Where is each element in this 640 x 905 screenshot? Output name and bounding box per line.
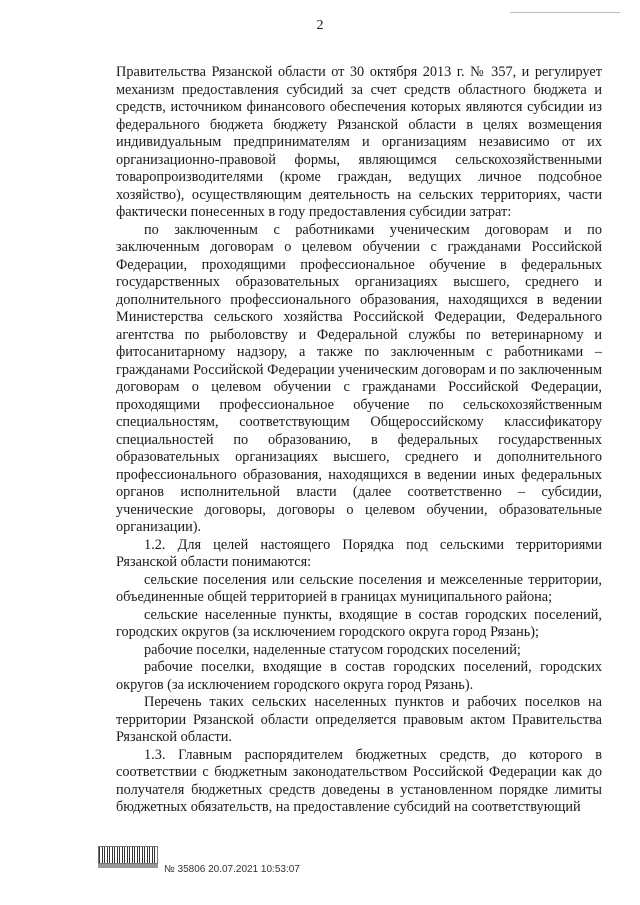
paragraph-1-2: 1.2. Для целей настоящего Порядка под сельскими территориями Рязанской области понимаются: (116, 536, 602, 570)
list-item-workers-settlements-status: рабочие поселки, наделенные статусом городских поселений; (144, 641, 521, 658)
list-item-rural-localities: сельские населенные пункты, входящие в состав городских поселений, городских округов (за исключением городского округа город Рязань); (116, 606, 602, 640)
list-item-rural-settlements: сельские поселения или сельские поселения и межселенные территории, объединенные общей территорией в границах муниципального района; (116, 571, 602, 605)
page-number: 2 (316, 18, 324, 33)
paragraph-1-3: 1.3. Главным распорядителем бюджетных средств, до которого в соответствии с бюджетным законодательством Российской Федерации как до получателя бюджетных средств доведены в установленном порядке лимиты бюджетных обязательств, на предоставление субсидий на соответствующий (116, 746, 602, 815)
scan-artifact-line (510, 12, 620, 13)
document-body (116, 64, 602, 817)
list-item-workers-settlements-composition: рабочие поселки, входящие в состав городских поселений, городских округов (за исключением городского округа город Рязань). (116, 659, 602, 693)
barcode-caption (98, 864, 158, 868)
paragraph-contracts: по заключенным с работниками ученическим договорам и по заключенным договорам о целевом обучении с гражданами Российской Федерации, проходящими профессиональное обучение в федеральных государственных образовательных организациях высшего, среднего и дополнительного профессионального образования, находящихся в ведении Министерства сельского хозяйства Российской Федерации, Федерального агентства по рыболовству и Федеральной службы по ветеринарному и фитосанитарному надзору, а также по заключенным с работниками – гражданами Российской Федерации ученическим договорам и по заключенным договорам о целевом обучении с гражданами Российской Федерации, проходящими профессиональное обучение по сельскохозяйственным специальностям, соответствующим Общероссийскому классификатору специальностей по образованию, в федеральных государственных образовательных организациях высшего, среднего и дополнительного профессионального образования, находящихся в ведении иных федеральных органов исполнительной власти (далее соответственно – субсидии, ученические договоры, договоры о целевом обучении, образовательные организации). (116, 221, 602, 535)
paragraph-list-definition: Перечень таких сельских населенных пунктов и рабочих поселков на территории Рязанской области определяется правовым актом Правительства Рязанской области. (116, 694, 602, 745)
paragraph-intro: Правительства Рязанской области от 30 октября 2013 г. № 357, и регулирует механизм предоставления субсидий за счет средств областного бюджета и средств, источником финансового обеспечения которых являются субсидии из федерального бюджета бюджету Рязанской области в целях возмещения индивидуальным предпринимателям и организациям независимо от их организационно-правовой формы, являющимся сельскохозяйственными товаропроизводителями (кроме граждан, ведущих личное подсобное хозяйство), осуществляющим деятельность на сельских территориях, части фактически понесенных в году предоставления субсидии затрат: (116, 64, 602, 220)
barcode-icon (98, 846, 158, 864)
document-footer (98, 846, 398, 880)
registration-stamp: № 35806 20.07.2021 10:53:07 (164, 864, 300, 875)
